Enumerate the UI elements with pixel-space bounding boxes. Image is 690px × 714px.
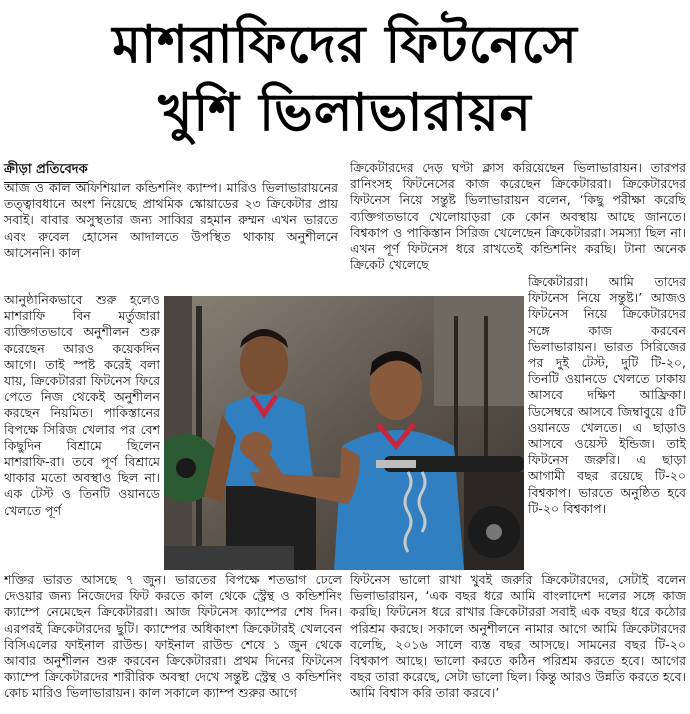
article-text-bottom-right: ফিটনেস ভালো রাখা খুবই জরুরি ক্রিকেটারদের, সেটাই বলেন ভিলাভারায়ন, ‘এক বছর ধরে আমি বাংলাদেশ দলের সঙ্গে কাজ করছি। ফিটনেস ধরে রাখার ক্রিকেটাররা সবাই এক বছর ধরে কঠোর পরিশ্রম করছে। সকালে অনুশীলনে নামার আগে আমি ক্রিকেটারদের বলেছি, ২০১৬ সালে ব্যস্ত বছর আসছে। সামনের বছর টি-২০ বিশ্বকাপ আছে। ভালো করতে কঠিন পরিশ্রম করতে হবে। আগের বছর তারা করেছে, সেটা ভালো ছিল। কিন্তু আরও উন্নতি করতে হবে। আমি বিশ্বাস করি তারা করবে।’ (350, 572, 686, 701)
left-gym-rack (164, 296, 192, 570)
gym-window-area (434, 296, 524, 406)
article-text-left-middle: আনুষ্ঠানিকভাবে শুরু হলেও মাশরাফি বিন মর্তুজারা ব্যক্তিগতভাবে অনুশীলন শুরু করেছেন আরও কয়েকদিন আগে। তাই স্পষ্ট করেই বলা যায়, ক্রিকেটাররা ফিটনেস ফিরে পেতে নিজ থেকেই অনুশীলন করছেন নিয়মিত। পাকিস্তানের বিপক্ষে সিরিজ খেলার পর বেশ কিছুদিন বিশ্রামে ছিলেন মাশরাফি-রা। তবে পূর্ণ বিশ্রামে থাকার মতো অবস্থাও ছিল না। এক টেস্ট ও তিনটি ওয়ানডে খেলতে পূর্ণ (4, 292, 160, 518)
rack-pole-right (454, 316, 458, 456)
article-text-bottom-left: শক্তির ভারত আসছে ৭ জুন। ভারতের বিপক্ষে শতভাগ ঢেলে দেওয়ার জন্য নিজেদের ফিট করতে কাল থেকে স্ট্রেন্থ ও কন্ডিশনিং ক্যাম্পে নেমেছেন ক্রিকেটাররা। আজ ফিটনেস ক্যাম্পের শেষ দিন। এরপরই ক্রিকেটারদের ছুটি। ক্যাম্পের অধিকাংশ ক্রিকেটারই খেলবেন বিসিএলের ফাইনাল রাউন্ড। ফাইনাল রাউন্ড শেষে ১ জুন থেকে আবার অনুশীলন শুরু করবেন ক্রিকেটাররা। প্রথম দিনের ফিটনেস ক্যাম্পে ক্রিকেটারদের শারীরিক অবস্থা দেখে সন্তুষ্ট স্ট্রেন্থ ও কন্ডিশনিং কোচ মারিও ভিলাভারায়ন। কাল সকালে ক্যাম্প শুরুর আগে (4, 572, 342, 701)
article-text-left-top: আজ ও কাল অফিশিয়াল কন্ডিশনিং ক্যাম্প। মারিও ভিলাভারায়নের তত্ত্বাবধানে অংশ নিয়েছে প্রাথমিক স্কোয়াডের ২৩ ক্রিকেটার প্রায় সবাই। বাবার অসুস্থতার জন্য সাব্বির রহমান রুম্মন এখন ভারতে এবং রুবেল হোসেন আদালতে উপস্থিত থাকায় অনুশীলনে আসেননি। কাল (4, 180, 338, 260)
article-text-right-middle: ক্রিকেটাররা। আমি তাদের ফিটনেস নিয়ে সন্তুষ্ট।’ আজও ফিটনেস নিয়ে ক্রিকেটারদের সঙ্গে কাজ করবেন ভিলাভারায়ন। ভারত সিরিজের পর দুই টেস্ট, দুটি টি-২০, তিনটি ওয়ানডে খেলতে ঢাকায় আসবে দক্ষিণ আফ্রিকা। ডিসেম্বরে আসবে জিম্বাবুয়ে ৫টি ওয়ানডে খেলতে। এ ছাড়াও আসবে ওয়েস্ট ইন্ডিজ। তাই ফিটনেস জরুরি। এ ছাড়া আগামী বছর রয়েছে টি-২০ বিশ্বকাপ। ভারতে অনুষ্ঠিত হবে টি-২০ বিশ্বকাপ। (528, 274, 686, 516)
gym-photo-illustration (164, 296, 524, 570)
headline-line-1: মাশরাফিদের ফিটনেসে (112, 15, 578, 75)
gym-bench (164, 546, 294, 570)
rack-pole-right-2 (484, 316, 488, 476)
byline: ক্রীড়া প্রতিবেদক (4, 160, 88, 183)
article-photo (164, 296, 524, 570)
article-text-right-top: ক্রিকেটারদের দেড় ঘণ্টা ক্লাস করিয়েছেন ভিলাভারায়ন। তারপর রানিংসহ ফিটনেসের কাজ করেছেন ক্রিকেটাররা। ক্রিকেটারদের ফিটনেস নিয়ে সন্তুষ্ট ভিলাভারায়ন বলেন, ‘কিছু পরীক্ষা করেছি ব্যক্তিগতভাবে খেলোয়াড়রা কে কোন অবস্থায় আছে জানতে। বিশ্বকাপ ও পাকিস্তান সিরিজ খেলেছেন ক্রিকেটাররা। সমস্যা ছিল না। এখন পূর্ণ ফিটনেস ধরে রাখতেই কন্ডিশনিং করছি। টানা অনেক ক্রিকেট খেলেছে (350, 160, 686, 273)
headline-line-2: খুশি ভিলাভারায়ন (158, 83, 532, 143)
